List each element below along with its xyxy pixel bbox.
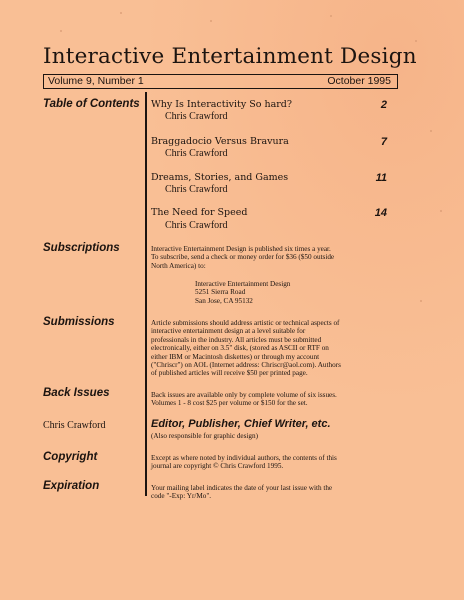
subscriptions-text: [151, 245, 401, 270]
text-line: To subscribe, send a check or money order for $36 ($50 outside: [151, 253, 335, 262]
toc-item-title: Dreams, Stories, and Games: [151, 172, 289, 183]
subscriptions-heading: Subscriptions: [43, 242, 120, 254]
text-line: code "-Exp: Yr/Mo".: [151, 492, 212, 501]
issue-info-bar: [43, 74, 398, 89]
mailing-address: [195, 280, 290, 305]
toc-item-title: The Need for Speed: [151, 207, 248, 218]
text-line: Except as where noted by individual authors, the contents of this: [151, 454, 337, 462]
text-line: Back issues are available only by complete volume of six issues.: [151, 391, 337, 399]
text-line: ("Chriscr") on AOL (Internet address: Chriscr@aol.com). Authors: [151, 361, 341, 370]
toc-item-author: Chris Crawford: [165, 220, 228, 231]
back-issues-heading: Back Issues: [43, 387, 110, 399]
text-line: Volumes 1 - 8 cost $25 per volume or $150 for the set.: [151, 399, 308, 408]
address-line: 5251 Sierra Road: [195, 288, 246, 297]
text-line: Your mailing label indicates the date of your last issue with the: [151, 484, 333, 492]
toc-heading: Table of Contents: [43, 98, 140, 110]
paper-speck: [210, 20, 212, 22]
staff-name: Chris Crawford: [43, 420, 106, 431]
masthead-title: Interactive Entertainment Design: [43, 44, 417, 69]
address-line: San Jose, CA 95132: [195, 296, 253, 305]
paper-speck: [60, 30, 62, 32]
text-line: either IBM or Macintosh diskettes) or through my account: [151, 352, 320, 361]
toc-item-title: Why Is Interactivity So hard?: [151, 99, 292, 110]
paper-speck: [415, 40, 417, 42]
paper-speck: [330, 15, 332, 17]
text-line: Article submissions should address artistic or technical aspects of: [151, 319, 340, 327]
expiration-heading: Expiration: [43, 480, 100, 492]
paper-speck: [440, 210, 442, 212]
text-line: North America) to:: [151, 261, 206, 270]
toc-item-page: 2: [380, 99, 387, 111]
text-line: journal are copyright © Chris Crawford 1995.: [151, 462, 284, 471]
toc-item-author: Chris Crawford: [165, 184, 228, 195]
column-divider: [145, 92, 147, 496]
paper-speck: [430, 130, 432, 132]
toc-item-page: 7: [380, 136, 387, 148]
toc-item-title: Braggadocio Versus Bravura: [151, 136, 289, 147]
staff-note: (Also responsible for graphic design): [151, 432, 258, 440]
text-line: of published articles will receive $50 per printed page.: [151, 369, 308, 378]
back-issues-text: [151, 391, 401, 408]
copyright-text: [151, 454, 401, 471]
toc-item-author: Chris Crawford: [165, 111, 228, 122]
text-line: Interactive Entertainment Design is published six times a year.: [151, 245, 331, 253]
volume-number: Volume 9, Number 1: [48, 75, 144, 87]
text-line: electronically, either on 3.5" disk, (stored as ASCII or RTF on: [151, 344, 329, 353]
paper-speck: [420, 300, 422, 302]
expiration-text: [151, 484, 401, 501]
submissions-heading: Submissions: [43, 316, 115, 328]
text-line: interactive entertainment design at a level suitable for: [151, 327, 306, 336]
toc-item-author: Chris Crawford: [165, 148, 228, 159]
toc-item-page: 14: [374, 207, 387, 219]
address-line: Interactive Entertainment Design: [195, 280, 291, 288]
copyright-heading: Copyright: [43, 451, 98, 463]
paper-speck: [120, 12, 122, 14]
toc-item-page: 11: [375, 172, 387, 184]
text-line: professionals in the industry. All articles must be submitted: [151, 335, 322, 344]
issue-date: October 1995: [327, 75, 391, 87]
staff-role: Editor, Publisher, Chief Writer, etc.: [151, 418, 331, 430]
submissions-text: [151, 319, 401, 378]
